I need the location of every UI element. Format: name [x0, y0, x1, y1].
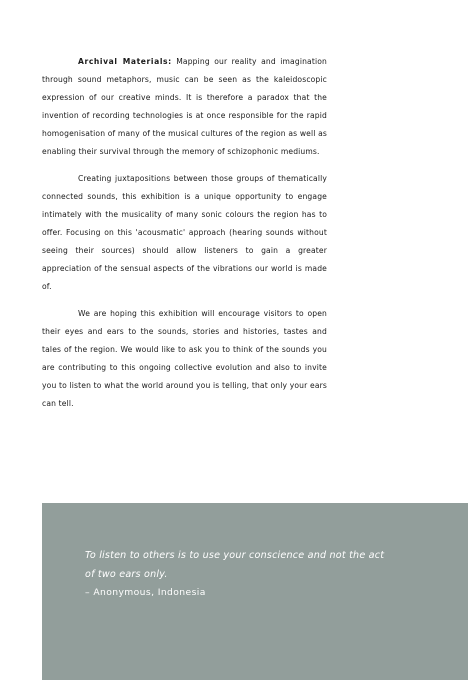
paragraph-archival-materials-text: Mapping our reality and imagination through sound metaphors, music can be seen as the kaleidoscopic expression of our creative minds. It is therefore a paradox that the invention of recording technologies is at once responsible for the rapid homogenisation of many of the musical cultures of the region as well as enabling their survival through the memory of schizophonic mediums. — [42, 57, 328, 156]
quote-panel — [42, 503, 468, 680]
quote-attribution: – Anonymous, Indonesia — [85, 587, 206, 598]
body-text-column — [42, 53, 327, 422]
paragraph-juxtapositions: Creating juxtapositions between those groups of thematically connected sounds, this exhibition is a unique opportunity to engage intimately with the musicality of many sonic colours the region has to offer. Focusing on this 'acousmatic' approach (hearing sounds without seeing their sources) should allow listeners to gain a greater appreciation of the sensual aspects of the vibrations our world is made of. — [42, 174, 327, 291]
paragraph-archival-materials — [42, 53, 327, 161]
paragraph-invitation: We are hoping this exhibition will encourage visitors to open their eyes and ears to the sounds, stories and histories, tastes and tales of the region. We would like to ask you to think of the sounds you are contributing to this ongoing collective evolution and also to invite you to listen to what the world around you is telling, that only your ears can tell. — [42, 309, 327, 408]
quote-text: To listen to others is to use your conscience and not the act of two ears only. — [85, 550, 385, 580]
paragraph-lead-heading: Archival Materials: — [78, 57, 172, 66]
